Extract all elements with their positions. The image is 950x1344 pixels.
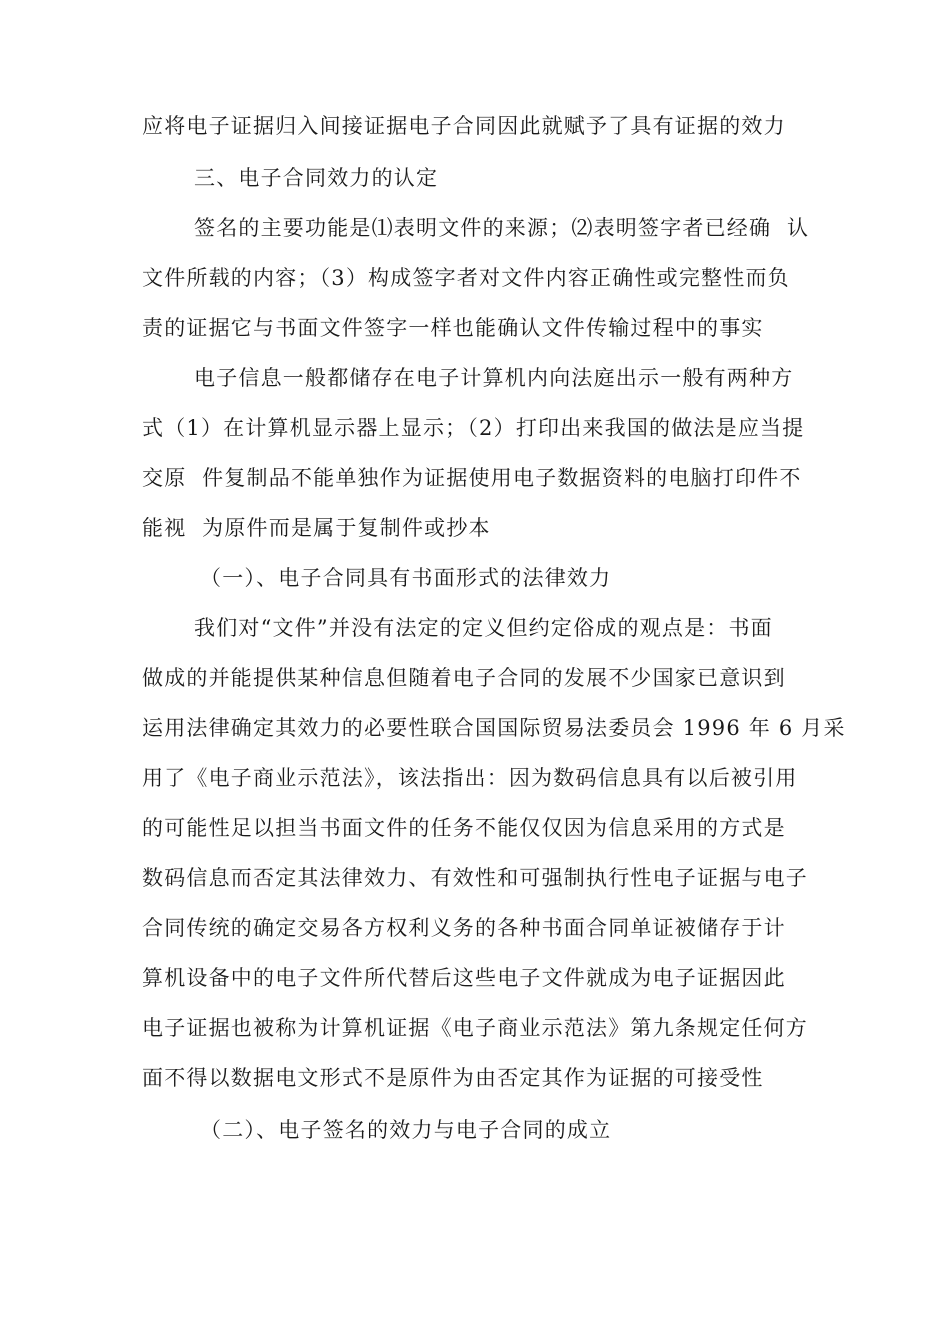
paragraph-line: 运用法律确定其效力的必要性联合国国际贸易法委员会 1996 年 6 月采 [142,716,846,740]
paragraph-line: 做成的并能提供某种信息但随着电子合同的发展不少国家已意识到 [142,666,786,690]
paragraph-line: 电子证据也被称为计算机证据《电子商业示范法》第九条规定任何方 [142,1016,808,1040]
paragraph-line: 交原 件复制品不能单独作为证据使用电子数据资料的电脑打印件不 [142,466,802,490]
paragraph-line: 我们对“文件”并没有法定的定义但约定俗成的观点是：书面 [194,616,773,640]
paragraph-line: 式（1）在计算机显示器上显示；（2）打印出来我国的做法是应当提 [142,416,805,440]
subsection-heading: （二）、电子签名的效力与电子合同的成立 [200,1118,612,1142]
section-heading: 三、电子合同效力的认定 [194,166,439,190]
paragraph-line: 的可能性足以担当书面文件的任务不能仅仅因为信息采用的方式是 [142,816,786,840]
paragraph-line: 能视 为原件而是属于复制件或抄本 [142,516,491,540]
paragraph-line: 合同传统的确定交易各方权利义务的各种书面合同单证被储存于计 [142,916,786,940]
paragraph-line: 数码信息而否定其法律效力、有效性和可强制执行性电子证据与电子 [142,866,808,890]
paragraph-line: 责的证据它与书面文件签字一样也能确认文件传输过程中的事实 [142,316,764,340]
paragraph-line: 电子信息一般都储存在电子计算机内向法庭出示一般有两种方 [194,366,794,390]
paragraph-line: 签名的主要功能是⑴表明文件的来源；⑵表明签字者已经确 认 [194,216,810,240]
subsection-heading: （一）、电子合同具有书面形式的法律效力 [200,566,612,590]
paragraph-line: 面不得以数据电文形式不是原件为由否定其作为证据的可接受性 [142,1066,764,1090]
paragraph-line: 算机设备中的电子文件所代替后这些电子文件就成为电子证据因此 [142,966,786,990]
paragraph-line: 应将电子证据归入间接证据电子合同因此就赋予了具有证据的效力 [142,114,786,138]
paragraph-line: 用了《电子商业示范法》，该法指出：因为数码信息具有以后被引用 [142,766,798,790]
paragraph-line: 文件所载的内容；（3）构成签字者对文件内容正确性或完整性而负 [142,266,790,290]
